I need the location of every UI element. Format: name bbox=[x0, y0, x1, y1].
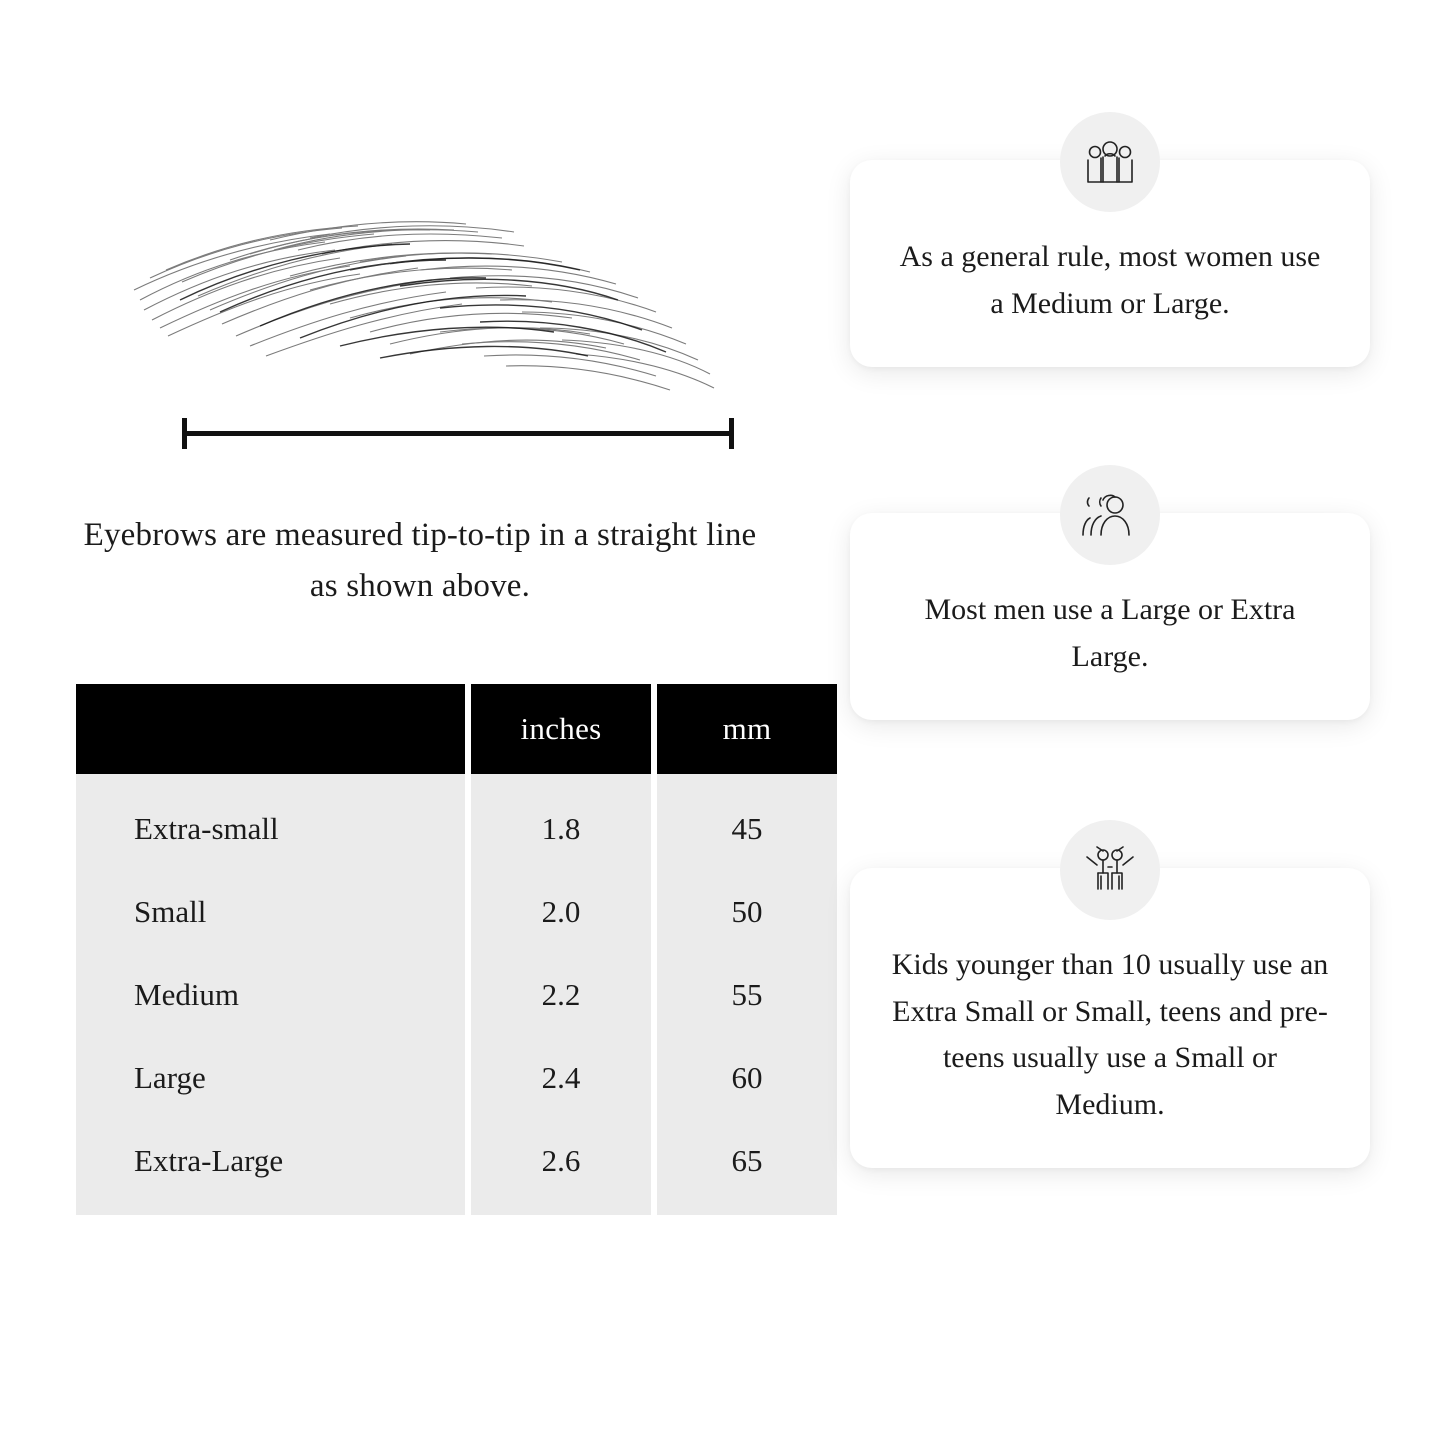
table-row bbox=[76, 774, 837, 870]
measure-line bbox=[182, 431, 734, 436]
row-size-name: Small bbox=[76, 870, 465, 953]
note-card-text: Most men use a Large or Extra Large. bbox=[924, 593, 1296, 673]
table-row bbox=[76, 1036, 837, 1119]
row-size-inches: 2.0 bbox=[471, 870, 651, 953]
note-card-men bbox=[850, 513, 1370, 720]
row-size-mm: 55 bbox=[657, 953, 837, 1036]
men-group-icon bbox=[1060, 465, 1160, 565]
table-header-mm: mm bbox=[657, 684, 837, 774]
row-size-inches: 2.2 bbox=[471, 953, 651, 1036]
row-size-inches: 2.6 bbox=[471, 1119, 651, 1215]
left-column bbox=[70, 150, 770, 1215]
kids-group-icon bbox=[1060, 820, 1160, 920]
figure-caption: Eyebrows are measured tip-to-tip in a straight line as shown above. bbox=[83, 517, 757, 605]
note-card-kids bbox=[850, 868, 1370, 1168]
row-size-name: Large bbox=[76, 1036, 465, 1119]
women-group-icon bbox=[1060, 112, 1160, 212]
right-column bbox=[850, 160, 1370, 1260]
row-size-name: Extra-small bbox=[76, 774, 465, 870]
row-size-mm: 45 bbox=[657, 774, 837, 870]
kids-group-glyph bbox=[1083, 843, 1137, 897]
note-card-text: As a general rule, most women use a Medium or Large. bbox=[899, 240, 1321, 320]
table-row bbox=[76, 953, 837, 1036]
row-size-mm: 60 bbox=[657, 1036, 837, 1119]
size-table bbox=[70, 684, 843, 1215]
table-header-row bbox=[76, 684, 837, 774]
note-card-text: Kids younger than 10 usually use an Extra Small or Small, teens and pre-teens usually use a Small or Medium. bbox=[891, 948, 1329, 1121]
table-header-name bbox=[76, 684, 465, 774]
row-size-inches: 1.8 bbox=[471, 774, 651, 870]
row-size-name: Medium bbox=[76, 953, 465, 1036]
row-size-inches: 2.4 bbox=[471, 1036, 651, 1119]
table-row bbox=[76, 870, 837, 953]
eyebrow-illustration-icon bbox=[110, 150, 730, 410]
row-size-mm: 65 bbox=[657, 1119, 837, 1215]
row-size-name: Extra-Large bbox=[76, 1119, 465, 1215]
row-size-mm: 50 bbox=[657, 870, 837, 953]
measure-cap-right bbox=[729, 418, 734, 449]
note-card-women bbox=[850, 160, 1370, 367]
measurement-bar bbox=[182, 418, 734, 448]
women-group-glyph bbox=[1081, 136, 1139, 188]
table-header-inches: inches bbox=[471, 684, 651, 774]
eyebrow-figure bbox=[110, 150, 730, 450]
table-row bbox=[76, 1119, 837, 1215]
men-group-glyph bbox=[1081, 491, 1139, 539]
